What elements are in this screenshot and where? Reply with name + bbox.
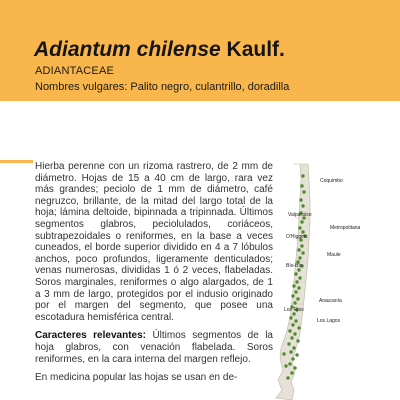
occurrence-dot <box>292 284 295 287</box>
occurrence-dot <box>294 319 297 322</box>
occurrence-dot <box>300 220 303 223</box>
description-paragraph: Hierba perenne con un rizoma rastrero, de 2 mm de diámetro. Hojas de 15 a 40 cm de largo, rara vez más grandes; peciolo de 1 mm de diámetro, café negruzco, brillante, de la mitad del largo total de la hoja; lámina deltoide, bipinnada a tripinnada. Últimos segmentos glabros, peciolulados, coriáceos, subtrapezoidales o reniformes, en la base a veces cuneados, el borde superior dividido en 4 a 7 lóbulos anchos, poco profundos, ligeramente denticulados; venas numerosas, divididas 1 ó 2 veces, flabeladas. Soros marginales, reniformes o algo alargados, de 1 a 3 mm de largo, protegidos por el indusio originado por el margen del segmento, que posee una escotadura hemisférica central. <box>35 161 273 323</box>
occurrence-dot <box>288 329 291 332</box>
occurrence-dot <box>293 332 296 335</box>
occurrence-dot <box>289 316 292 319</box>
occurrence-dot <box>289 350 292 353</box>
occurrence-dot <box>291 294 294 297</box>
occurrence-dot <box>294 272 297 275</box>
species-author: Kaulf. <box>226 38 285 61</box>
occurrence-dot <box>297 326 300 329</box>
body-text <box>35 161 273 391</box>
occurrence-dot <box>291 323 294 326</box>
section-accent-bar <box>0 160 33 163</box>
occurrence-dot <box>302 190 305 193</box>
occurrence-dot <box>290 371 293 374</box>
occurrence-dot <box>284 364 287 367</box>
occurrence-dot <box>301 204 304 207</box>
species-name: Adiantum chilense <box>34 38 221 61</box>
region-label: Valparaíso <box>288 212 312 218</box>
occurrence-dot <box>298 226 301 229</box>
occurrence-dot <box>300 184 303 187</box>
occurrence-dot <box>298 276 301 279</box>
species-title <box>34 38 285 62</box>
occurrence-dot <box>286 376 289 379</box>
occurrence-dot <box>301 174 304 177</box>
region-label: Araucanía <box>319 298 342 304</box>
occurrence-dot <box>290 336 293 339</box>
occurrence-dot <box>301 251 304 254</box>
region-label: Maule <box>327 252 341 258</box>
occurrence-dot <box>295 353 298 356</box>
distribution-map-svg <box>272 158 400 400</box>
region-label: Los Lagos <box>317 318 341 324</box>
family-name: ADIANTACEAE <box>35 65 115 77</box>
occurrence-dot <box>287 342 290 345</box>
relevant-paragraph <box>35 330 273 365</box>
relevant-text: Últimos segmentos de la hoja glabros, con venación flabelada. Soros reniformes, en la cara interna del margen reflejo. <box>35 330 273 365</box>
occurrence-dot <box>297 248 300 251</box>
occurrence-dot <box>295 280 298 283</box>
region-label: Coquimbo <box>320 178 343 184</box>
occurrence-dot <box>292 346 295 349</box>
medicinal-paragraph: En medicina popular las hojas se usan en de- <box>35 372 238 384</box>
occurrence-dot <box>297 286 300 289</box>
header-band <box>0 0 400 101</box>
region-label: Los Ríos <box>284 307 304 313</box>
region-label: Bío-Bío <box>286 263 303 269</box>
common-names: Nombres vulgares: Palito negro, culantrillo, doradilla <box>35 81 290 93</box>
occurrence-dot <box>298 256 301 259</box>
distribution-map <box>272 158 400 400</box>
occurrence-dot <box>282 352 285 355</box>
occurrence-dot <box>300 244 303 247</box>
occurrence-dot <box>288 362 291 365</box>
occurrence-dot <box>294 290 297 293</box>
occurrence-dot <box>296 297 299 300</box>
occurrence-dot <box>291 357 294 360</box>
occurrence-dot <box>293 301 296 304</box>
region-label: Metropolitana <box>330 225 361 231</box>
occurrence-dot <box>299 198 302 201</box>
occurrence-dot <box>293 366 296 369</box>
region-label: O'Higgins <box>286 234 308 240</box>
relevant-heading: Caracteres relevantes: <box>35 330 146 342</box>
occurrence-dot <box>296 339 299 342</box>
